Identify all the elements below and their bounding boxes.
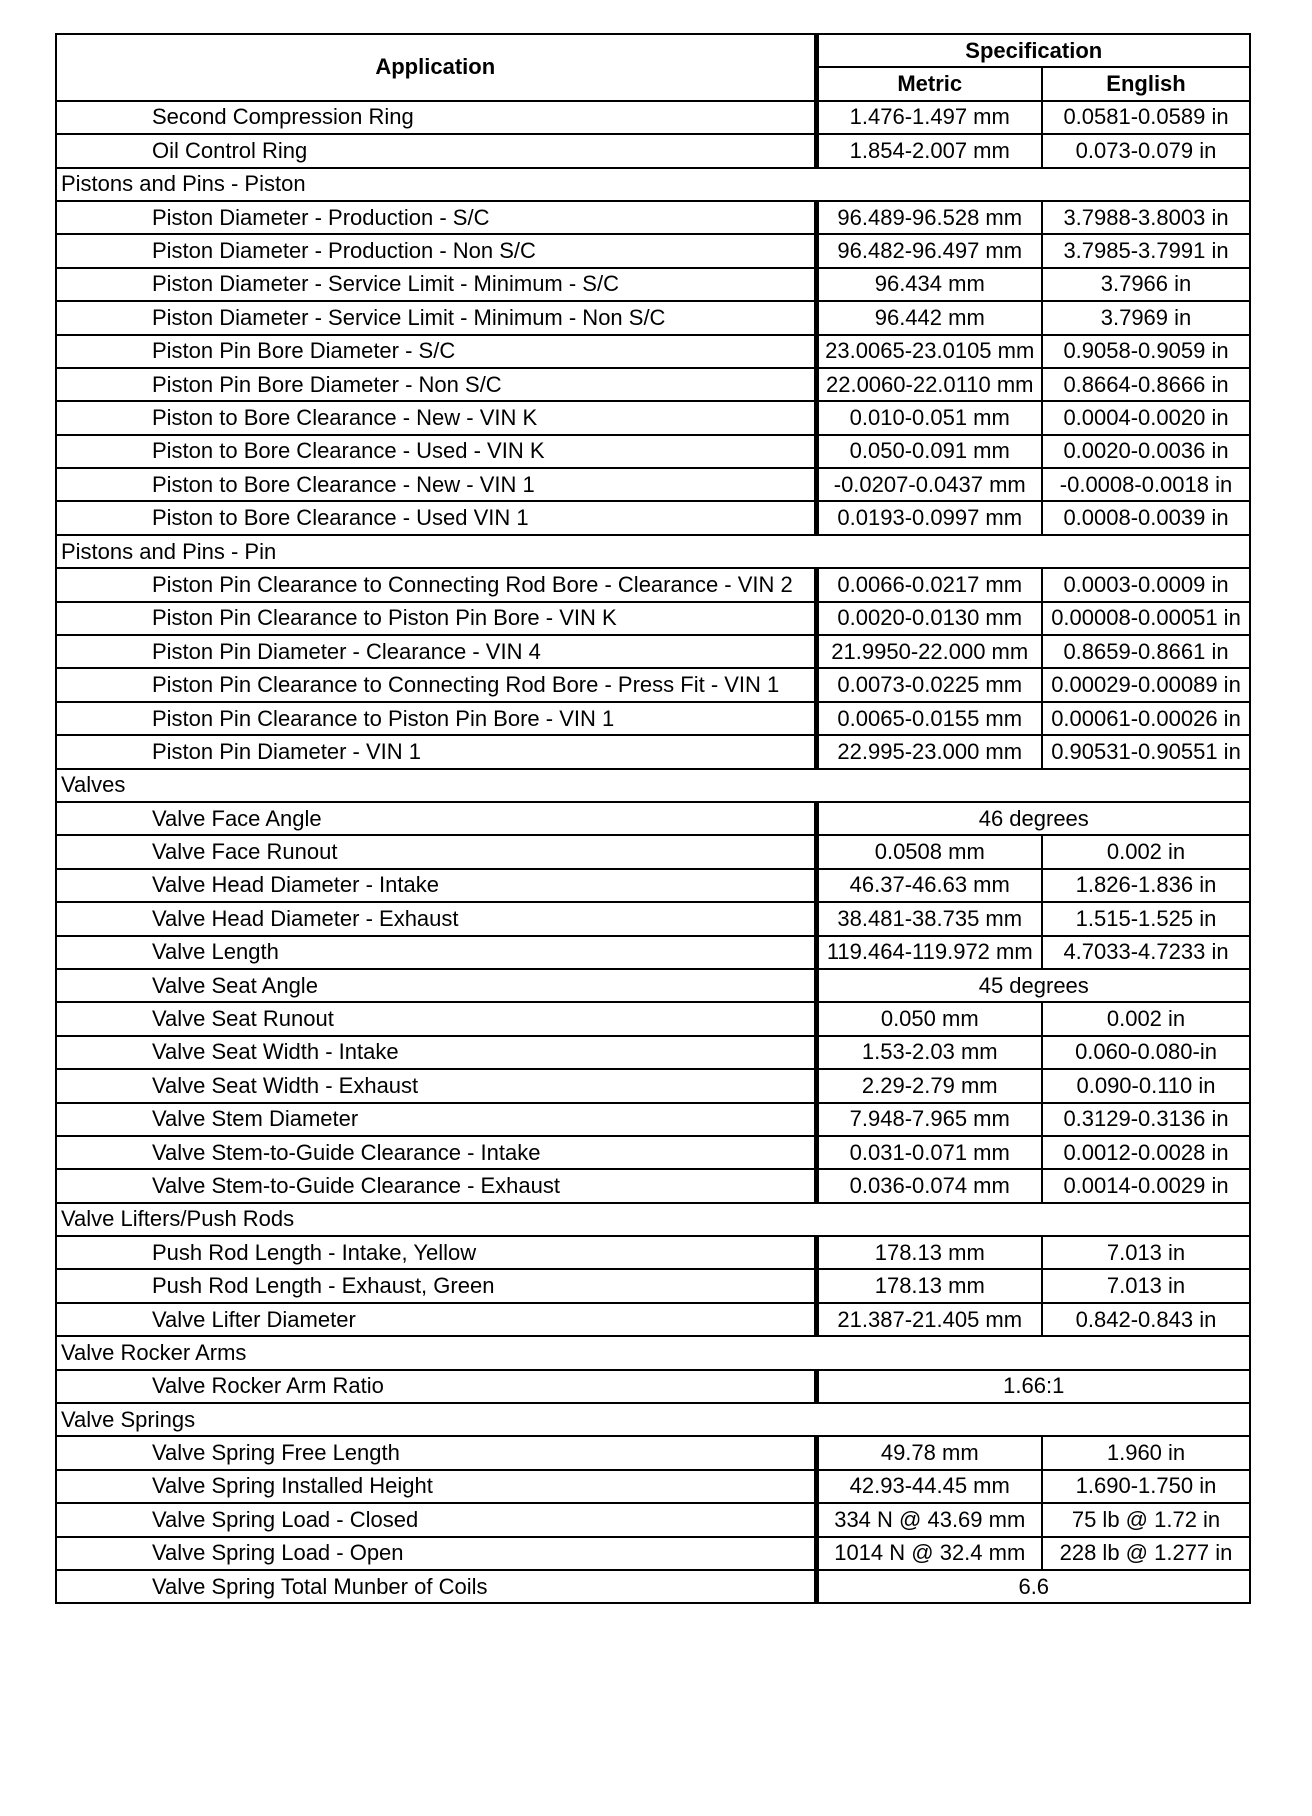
application-cell: Push Rod Length - Exhaust, Green <box>56 1269 816 1302</box>
application-cell: Piston Pin Bore Diameter - Non S/C <box>56 368 816 401</box>
table-row <box>56 368 1250 401</box>
application-cell: Valve Seat Angle <box>56 969 816 1002</box>
section-title: Valve Rocker Arms <box>56 1336 1250 1369</box>
application-cell: Valve Seat Width - Exhaust <box>56 1069 816 1102</box>
application-cell: Piston Pin Clearance to Connecting Rod Bore - Press Fit - VIN 1 <box>56 668 816 701</box>
application-cell: Piston to Bore Clearance - Used VIN 1 <box>56 501 816 534</box>
english-header: English <box>1042 67 1250 100</box>
english-cell: 1.960 in <box>1042 1436 1250 1469</box>
table-row <box>56 1503 1250 1536</box>
english-cell: 0.073-0.079 in <box>1042 134 1250 167</box>
table-row <box>56 869 1250 902</box>
table-row <box>56 1537 1250 1570</box>
english-cell: 0.0012-0.0028 in <box>1042 1136 1250 1169</box>
table-row <box>56 1103 1250 1136</box>
table-row <box>56 101 1250 134</box>
table-row <box>56 936 1250 969</box>
table-row <box>56 1069 1250 1102</box>
english-cell: 1.690-1.750 in <box>1042 1470 1250 1503</box>
metric-cell: 0.0073-0.0225 mm <box>816 668 1042 701</box>
english-cell: 0.0014-0.0029 in <box>1042 1169 1250 1202</box>
english-cell: 1.515-1.525 in <box>1042 902 1250 935</box>
table-row <box>56 802 1250 835</box>
english-cell: 3.7988-3.8003 in <box>1042 201 1250 234</box>
application-cell: Valve Stem-to-Guide Clearance - Exhaust <box>56 1169 816 1202</box>
english-cell: 0.060-0.080-in <box>1042 1036 1250 1069</box>
metric-cell: 49.78 mm <box>816 1436 1042 1469</box>
section-title: Pistons and Pins - Piston <box>56 168 1250 201</box>
application-cell: Valve Seat Runout <box>56 1002 816 1035</box>
table-row <box>56 201 1250 234</box>
application-cell: Piston Pin Clearance to Piston Pin Bore - VIN 1 <box>56 702 816 735</box>
application-cell: Piston Pin Diameter - VIN 1 <box>56 735 816 768</box>
application-cell: Valve Face Runout <box>56 835 816 868</box>
table-row <box>56 735 1250 768</box>
table-row <box>56 568 1250 601</box>
section-row <box>56 1203 1250 1236</box>
table-row <box>56 401 1250 434</box>
metric-cell: 46.37-46.63 mm <box>816 869 1042 902</box>
table-row <box>56 335 1250 368</box>
table-row <box>56 635 1250 668</box>
metric-cell: 0.050 mm <box>816 1002 1042 1035</box>
application-cell: Valve Seat Width - Intake <box>56 1036 816 1069</box>
metric-cell: 21.387-21.405 mm <box>816 1303 1042 1336</box>
metric-cell: 96.482-96.497 mm <box>816 234 1042 267</box>
english-cell: 0.0581-0.0589 in <box>1042 101 1250 134</box>
metric-cell: 0.0066-0.0217 mm <box>816 568 1042 601</box>
application-cell: Piston to Bore Clearance - Used - VIN K <box>56 435 816 468</box>
application-cell: Valve Length <box>56 936 816 969</box>
section-title: Pistons and Pins - Pin <box>56 535 1250 568</box>
metric-cell: 0.010-0.051 mm <box>816 401 1042 434</box>
metric-cell: 96.434 mm <box>816 268 1042 301</box>
english-cell: 0.0008-0.0039 in <box>1042 501 1250 534</box>
application-cell: Valve Spring Total Munber of Coils <box>56 1570 816 1603</box>
application-cell: Piston to Bore Clearance - New - VIN 1 <box>56 468 816 501</box>
table-row <box>56 1303 1250 1336</box>
application-cell: Valve Stem Diameter <box>56 1103 816 1136</box>
table-row <box>56 602 1250 635</box>
table-row <box>56 902 1250 935</box>
section-row <box>56 1336 1250 1369</box>
english-cell: 0.3129-0.3136 in <box>1042 1103 1250 1136</box>
specification-table <box>55 33 1251 1604</box>
metric-cell: 2.29-2.79 mm <box>816 1069 1042 1102</box>
metric-cell: 334 N @ 43.69 mm <box>816 1503 1042 1536</box>
table-row <box>56 234 1250 267</box>
section-title: Valve Lifters/Push Rods <box>56 1203 1250 1236</box>
english-cell: 4.7033-4.7233 in <box>1042 936 1250 969</box>
application-cell: Piston Pin Bore Diameter - S/C <box>56 335 816 368</box>
metric-cell: 0.031-0.071 mm <box>816 1136 1042 1169</box>
metric-cell: 0.0193-0.0997 mm <box>816 501 1042 534</box>
section-row <box>56 535 1250 568</box>
application-cell: Valve Lifter Diameter <box>56 1303 816 1336</box>
table-row <box>56 1002 1250 1035</box>
metric-cell: 0.036-0.074 mm <box>816 1169 1042 1202</box>
table-row <box>56 134 1250 167</box>
application-cell: Piston Diameter - Service Limit - Minimum - Non S/C <box>56 301 816 334</box>
metric-cell: 0.0020-0.0130 mm <box>816 602 1042 635</box>
table-row <box>56 1036 1250 1069</box>
metric-cell: 38.481-38.735 mm <box>816 902 1042 935</box>
application-cell: Piston Pin Clearance to Piston Pin Bore - VIN K <box>56 602 816 635</box>
english-cell: 0.002 in <box>1042 1002 1250 1035</box>
metric-cell: 0.0508 mm <box>816 835 1042 868</box>
application-cell: Second Compression Ring <box>56 101 816 134</box>
application-cell: Valve Spring Load - Open <box>56 1537 816 1570</box>
english-cell: 0.090-0.110 in <box>1042 1069 1250 1102</box>
metric-cell: 21.9950-22.000 mm <box>816 635 1042 668</box>
metric-cell: 7.948-7.965 mm <box>816 1103 1042 1136</box>
section-row <box>56 769 1250 802</box>
section-row <box>56 168 1250 201</box>
english-cell: 75 lb @ 1.72 in <box>1042 1503 1250 1536</box>
table-row <box>56 835 1250 868</box>
combined-spec-cell: 45 degrees <box>816 969 1250 1002</box>
english-cell: 3.7966 in <box>1042 268 1250 301</box>
english-cell: 228 lb @ 1.277 in <box>1042 1537 1250 1570</box>
metric-cell: 42.93-44.45 mm <box>816 1470 1042 1503</box>
application-cell: Valve Spring Installed Height <box>56 1470 816 1503</box>
combined-spec-cell: 46 degrees <box>816 802 1250 835</box>
application-cell: Valve Spring Load - Closed <box>56 1503 816 1536</box>
english-cell: 0.0020-0.0036 in <box>1042 435 1250 468</box>
english-cell: 0.842-0.843 in <box>1042 1303 1250 1336</box>
english-cell: 0.0003-0.0009 in <box>1042 568 1250 601</box>
section-title: Valve Springs <box>56 1403 1250 1436</box>
english-cell: 3.7969 in <box>1042 301 1250 334</box>
metric-cell: 23.0065-23.0105 mm <box>816 335 1042 368</box>
metric-cell: 22.995-23.000 mm <box>816 735 1042 768</box>
application-cell: Valve Face Angle <box>56 802 816 835</box>
english-cell: 0.00008-0.00051 in <box>1042 602 1250 635</box>
english-cell: 7.013 in <box>1042 1269 1250 1302</box>
metric-cell: 1014 N @ 32.4 mm <box>816 1537 1042 1570</box>
metric-cell: 178.13 mm <box>816 1236 1042 1269</box>
table-header <box>56 34 1250 101</box>
table-row <box>56 468 1250 501</box>
table-row <box>56 668 1250 701</box>
application-cell: Push Rod Length - Intake, Yellow <box>56 1236 816 1269</box>
table-row <box>56 969 1250 1002</box>
table-row <box>56 1470 1250 1503</box>
table-row <box>56 1136 1250 1169</box>
english-cell: 1.826-1.836 in <box>1042 869 1250 902</box>
english-cell: 0.00061-0.00026 in <box>1042 702 1250 735</box>
application-cell: Piston Pin Diameter - Clearance - VIN 4 <box>56 635 816 668</box>
metric-cell: 96.442 mm <box>816 301 1042 334</box>
metric-cell: -0.0207-0.0437 mm <box>816 468 1042 501</box>
table-row <box>56 1269 1250 1302</box>
metric-header: Metric <box>816 67 1042 100</box>
table-row <box>56 702 1250 735</box>
application-cell: Piston Pin Clearance to Connecting Rod Bore - Clearance - VIN 2 <box>56 568 816 601</box>
table-row <box>56 1370 1250 1403</box>
metric-cell: 178.13 mm <box>816 1269 1042 1302</box>
metric-cell: 1.53-2.03 mm <box>816 1036 1042 1069</box>
application-cell: Valve Head Diameter - Intake <box>56 869 816 902</box>
table-row <box>56 501 1250 534</box>
application-cell: Valve Rocker Arm Ratio <box>56 1370 816 1403</box>
table-row <box>56 435 1250 468</box>
application-header: Application <box>56 34 816 101</box>
application-cell: Piston Diameter - Production - Non S/C <box>56 234 816 267</box>
application-cell: Valve Stem-to-Guide Clearance - Intake <box>56 1136 816 1169</box>
application-cell: Valve Spring Free Length <box>56 1436 816 1469</box>
metric-cell: 1.476-1.497 mm <box>816 101 1042 134</box>
table-row <box>56 301 1250 334</box>
english-cell: 3.7985-3.7991 in <box>1042 234 1250 267</box>
table-row <box>56 268 1250 301</box>
english-cell: 0.00029-0.00089 in <box>1042 668 1250 701</box>
metric-cell: 0.050-0.091 mm <box>816 435 1042 468</box>
application-cell: Valve Head Diameter - Exhaust <box>56 902 816 935</box>
combined-spec-cell: 1.66:1 <box>816 1370 1250 1403</box>
english-cell: 0.9058-0.9059 in <box>1042 335 1250 368</box>
application-cell: Oil Control Ring <box>56 134 816 167</box>
application-cell: Piston Diameter - Service Limit - Minimum - S/C <box>56 268 816 301</box>
english-cell: 0.90531-0.90551 in <box>1042 735 1250 768</box>
table-row <box>56 1236 1250 1269</box>
application-cell: Piston to Bore Clearance - New - VIN K <box>56 401 816 434</box>
english-cell: 0.8659-0.8661 in <box>1042 635 1250 668</box>
specification-header: Specification <box>816 34 1250 67</box>
table-body <box>56 101 1250 1604</box>
table-row <box>56 1570 1250 1603</box>
table-row <box>56 1169 1250 1202</box>
section-row <box>56 1403 1250 1436</box>
metric-cell: 119.464-119.972 mm <box>816 936 1042 969</box>
table-row <box>56 1436 1250 1469</box>
metric-cell: 22.0060-22.0110 mm <box>816 368 1042 401</box>
english-cell: 0.0004-0.0020 in <box>1042 401 1250 434</box>
metric-cell: 1.854-2.007 mm <box>816 134 1042 167</box>
metric-cell: 0.0065-0.0155 mm <box>816 702 1042 735</box>
english-cell: 0.8664-0.8666 in <box>1042 368 1250 401</box>
english-cell: -0.0008-0.0018 in <box>1042 468 1250 501</box>
english-cell: 0.002 in <box>1042 835 1250 868</box>
english-cell: 7.013 in <box>1042 1236 1250 1269</box>
application-cell: Piston Diameter - Production - S/C <box>56 201 816 234</box>
combined-spec-cell: 6.6 <box>816 1570 1250 1603</box>
section-title: Valves <box>56 769 1250 802</box>
metric-cell: 96.489-96.528 mm <box>816 201 1042 234</box>
